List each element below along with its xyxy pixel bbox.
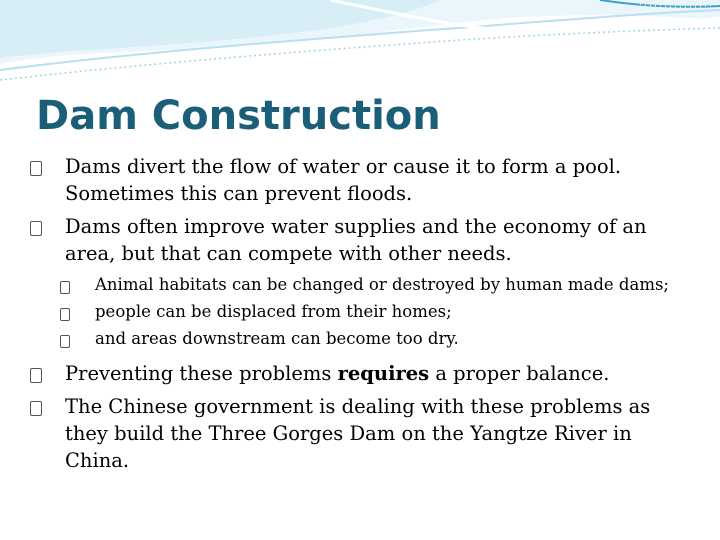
- slide-body: [30, 153, 690, 480]
- missing-glyph-box-icon: [60, 275, 94, 298]
- bullet-item: [30, 393, 690, 474]
- sub-bullet-text: Animal habitats can be changed or destroyed by human made dams;: [95, 275, 669, 294]
- bullet-text: Dams often improve water supplies and the economy of an area, but that can compete with other needs.: [65, 215, 647, 265]
- bullet-text: Dams divert the flow of water or cause it to form a pool. Sometimes this can prevent floods.: [65, 155, 622, 205]
- bullet-item: [30, 213, 690, 267]
- missing-glyph-box-icon: [30, 214, 65, 241]
- sub-bullet-item: [30, 273, 690, 296]
- bullet-item: [30, 360, 690, 387]
- bullet-text-pre: Preventing these problems: [65, 362, 338, 385]
- slide-title: Dam Construction: [36, 93, 441, 139]
- sub-bullet-item: [30, 300, 690, 323]
- missing-glyph-box-icon: [60, 329, 94, 352]
- sub-bullet-text: and areas downstream can become too dry.: [95, 329, 459, 348]
- missing-glyph-box-icon: [30, 361, 65, 388]
- sub-bullet-text: people can be displaced from their homes;: [95, 302, 452, 321]
- bullet-text-post: a proper balance.: [429, 362, 610, 385]
- sub-bullet-item: [30, 327, 690, 350]
- header-wave-decoration: [0, 0, 720, 90]
- missing-glyph-box-icon: [30, 394, 65, 421]
- bullet-text: The Chinese government is dealing with these problems as they build the Three Gorges Dam on the Yangtze River in China.: [65, 395, 651, 472]
- bullet-item: [30, 153, 690, 207]
- bullet-emphasis: requires: [337, 362, 430, 385]
- missing-glyph-box-icon: [60, 302, 94, 325]
- missing-glyph-box-icon: [30, 154, 65, 181]
